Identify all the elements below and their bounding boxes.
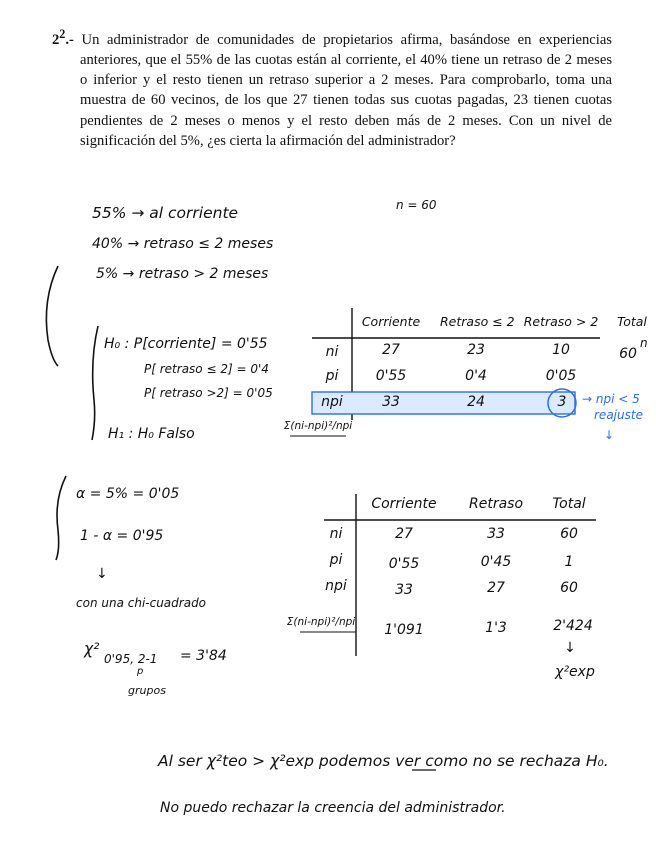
t2-row-label-chi: Σ(ni-npi)²/npi (286, 616, 356, 628)
t1-annotation-2: reajuste (594, 408, 643, 422)
problem-sep: .- (65, 31, 74, 48)
h0-line-1: H₀ : P[corriente] = 0'55 (104, 336, 268, 352)
t1-header-retraso-le2: Retraso ≤ 2 (440, 314, 515, 329)
t2-npi-corriente: 33 (395, 582, 413, 598)
t2-chi-total: 2'424 (553, 618, 593, 634)
h0-line-3: P[ retraso >2] = 0'05 (144, 386, 273, 400)
t1-row-label-chi: Σ(ni-npi)²/npi (283, 420, 353, 432)
t1-npi-corriente: 33 (382, 394, 400, 410)
t1-annotation-arrow: ↓ (604, 428, 615, 442)
sample-size: n = 60 (396, 198, 437, 212)
t1-ni-retraso-le2: 23 (467, 342, 485, 358)
t1-ni-total: 60 (619, 346, 637, 362)
t2-ni-total: 60 (560, 526, 578, 542)
t2-below-arrow: ↓ (564, 640, 576, 656)
alpha-line: α = 5% = 0'05 (76, 486, 180, 502)
chi-method: con una chi-cuadrado (76, 596, 207, 610)
h0-line-2: P[ retraso ≤ 2] = 0'4 (144, 362, 269, 376)
t1-header-total: Total (617, 314, 647, 329)
t2-header-total: Total (552, 496, 586, 512)
chi-value: = 3'84 (180, 648, 227, 664)
down-arrow: ↓ (96, 566, 108, 582)
h1-line: H₁ : H₀ Falso (108, 426, 195, 442)
chi-teo: χ² (84, 640, 100, 658)
t2-header-retraso: Retraso (468, 496, 524, 512)
t2-ni-retraso: 33 (487, 526, 505, 542)
t2-row-label-pi: pi (329, 552, 343, 568)
t2-pi-corriente: 0'55 (388, 556, 420, 572)
t2-header-corriente: Corriente (371, 496, 437, 512)
chi-sub: 0'95, 2-1 (104, 652, 158, 666)
note-line-2: 40% → retraso ≤ 2 meses (92, 236, 274, 252)
t1-row-label-pi: pi (325, 368, 339, 384)
t1-total-mark: n (640, 336, 648, 350)
t1-npi-retraso-le2: 24 (467, 394, 485, 410)
t2-chi-retraso: 1'3 (485, 620, 507, 636)
t2-chi-corriente: 1'091 (384, 622, 424, 638)
conclusion-2: No puedo rechazar la creencia del administrador. (160, 800, 506, 816)
note-line-3: 5% → retraso > 2 meses (96, 266, 269, 282)
t2-row-label-npi: npi (325, 578, 347, 594)
t1-pi-retraso-gt2: 0'05 (545, 368, 577, 384)
problem-text: Un administrador de comunidades de propietarios afirma, basándose en experiencias anteriores, que el 55% de las cuotas están al corriente, el 40% tiene un retraso de 2 meses o inferior y el resto tienen un retraso superior a 2 meses. Para comprobarlo, toma una muestra de 60 vecinos, de los que 27 tienen todas sus cuotas pagadas, 23 tienen cuotas pendientes de 2 meses o menos y el resto deben más de 2 meses. Con un nivel de significación del 5%, ¿es cierta la afirmación del administrador? (80, 31, 612, 149)
t1-row-label-ni: ni (325, 344, 339, 360)
t2-below-label: χ²exp (555, 664, 595, 680)
t2-pi-retraso: 0'45 (480, 554, 512, 570)
p-mark: p (137, 666, 144, 677)
problem-number: 2 (52, 31, 60, 48)
t1-ni-corriente: 27 (382, 342, 400, 358)
t2-npi-total: 60 (560, 580, 578, 596)
note-line-1: 55% → al corriente (92, 204, 239, 222)
t1-header-retraso-gt2: Retraso > 2 (523, 314, 599, 329)
grupos: grupos (128, 684, 166, 697)
t1-annotation: → npi < 5 (582, 392, 640, 406)
t1-header-corriente: Corriente (361, 314, 421, 329)
t1-pi-retraso-le2: 0'4 (465, 368, 487, 384)
t2-npi-retraso: 27 (487, 580, 505, 596)
t2-ni-corriente: 27 (395, 526, 413, 542)
one-minus-alpha: 1 - α = 0'95 (80, 528, 164, 544)
t1-row-label-npi: npi (321, 394, 343, 410)
t1-pi-corriente: 0'55 (375, 368, 407, 384)
conclusion-1: Al ser χ²teo > χ²exp podemos ver como no se rechaza H₀. (158, 752, 609, 770)
problem-sup: 2 (59, 27, 66, 41)
t1-npi-retraso-gt2: 3 (557, 394, 567, 410)
t2-pi-total: 1 (564, 554, 574, 570)
t1-ni-retraso-gt2: 10 (552, 342, 570, 358)
t2-row-label-ni: ni (329, 526, 343, 542)
